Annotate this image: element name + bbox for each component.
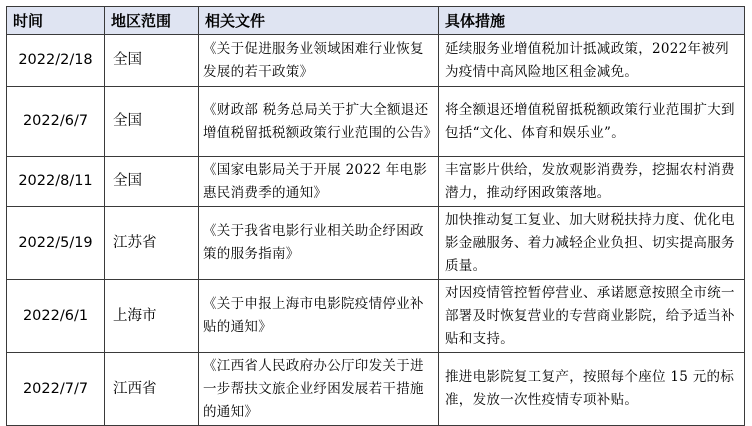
cell-measure: 对因疫情管控暂停营业、承诺愿意按照全市统一部署及时恢复营业的专营商业影院，给予适当补贴和支持。	[439, 280, 745, 353]
cell-region: 全国	[105, 157, 199, 207]
table-row	[7, 280, 745, 353]
cell-document: 《江西省人民政府办公厅印发关于进一步帮扶文旅企业纾困发展若干措施的通知》	[199, 353, 439, 426]
cell-date: 2022/6/7	[7, 87, 105, 157]
cell-region: 江西省	[105, 353, 199, 426]
cell-date: 2022/2/18	[7, 35, 105, 87]
cell-measure: 加快推动复工复业、加大财税扶持力度、优化电影金融服务、着力减轻企业负担、切实提高服务质量。	[439, 207, 745, 280]
cell-region: 江苏省	[105, 207, 199, 280]
cell-region: 全国	[105, 35, 199, 87]
table-row	[7, 87, 745, 157]
cell-region: 全国	[105, 87, 199, 157]
cell-date: 2022/7/7	[7, 353, 105, 426]
header-region: 地区范围	[105, 7, 199, 35]
table-row	[7, 157, 745, 207]
cell-document: 《财政部 税务总局关于扩大全额退还增值税留抵税额政策行业范围的公告》	[199, 87, 439, 157]
cell-measure: 丰富影片供给，发放观影消费券，挖掘农村消费潜力，推动纾困政策落地。	[439, 157, 745, 207]
policy-table-container	[6, 6, 745, 426]
cell-date: 2022/5/19	[7, 207, 105, 280]
cell-date: 2022/6/1	[7, 280, 105, 353]
cell-measure: 延续服务业增值税加计抵减政策，2022年被列为疫情中高风险地区租金减免。	[439, 35, 745, 87]
header-time: 时间	[7, 7, 105, 35]
policy-table	[6, 6, 745, 426]
cell-measure: 将全额退还增值税留抵税额政策行业范围扩大到包括“文化、体育和娱乐业”。	[439, 87, 745, 157]
cell-measure: 推进电影院复工复产，按照每个座位 15 元的标准，发放一次性疫情专项补贴。	[439, 353, 745, 426]
header-measure: 具体措施	[439, 7, 745, 35]
cell-document: 《国家电影局关于开展 2022 年电影惠民消费季的通知》	[199, 157, 439, 207]
cell-date: 2022/8/11	[7, 157, 105, 207]
table-row	[7, 207, 745, 280]
table-header-row	[7, 7, 745, 35]
table-row	[7, 35, 745, 87]
cell-document: 《关于促进服务业领域困难行业恢复发展的若干政策》	[199, 35, 439, 87]
cell-document: 《关于我省电影行业相关助企纾困政策的服务指南》	[199, 207, 439, 280]
cell-document: 《关于申报上海市电影院疫情停业补贴的通知》	[199, 280, 439, 353]
header-document: 相关文件	[199, 7, 439, 35]
table-row	[7, 353, 745, 426]
cell-region: 上海市	[105, 280, 199, 353]
